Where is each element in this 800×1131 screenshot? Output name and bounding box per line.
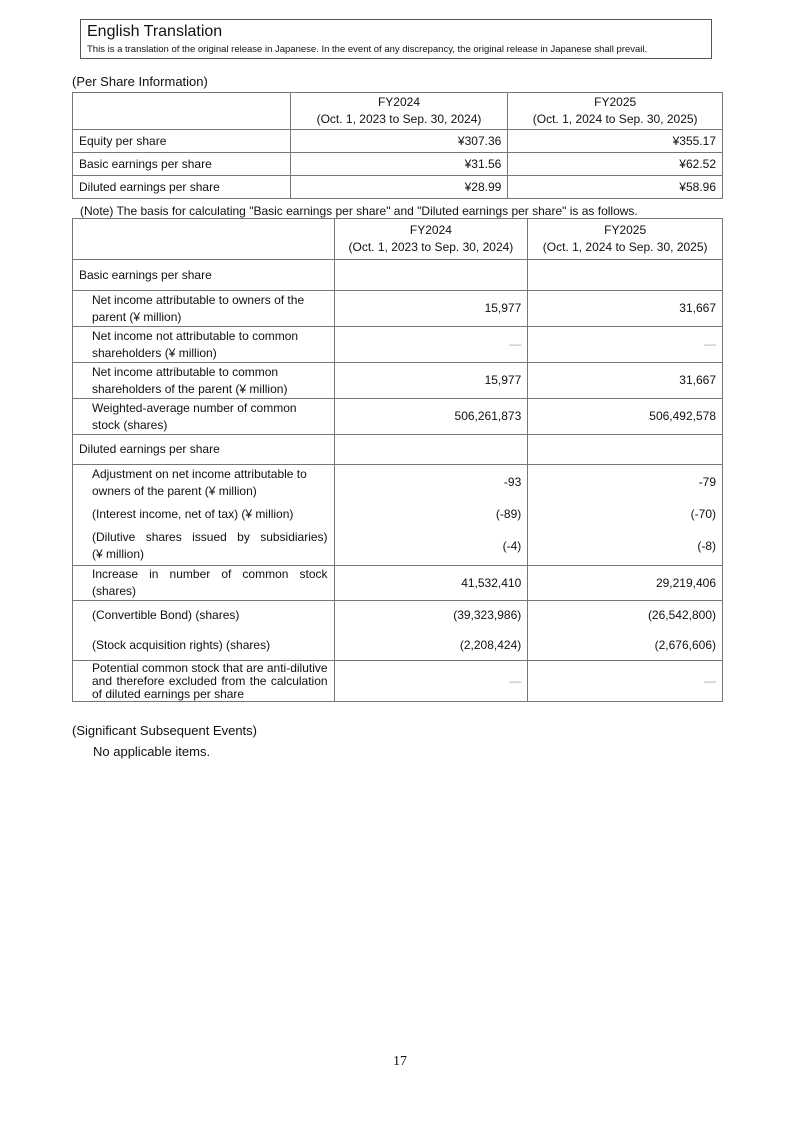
cell-fy2025: ¥58.96 — [508, 176, 723, 199]
column-fy: FY2025 — [594, 95, 637, 109]
row-label: Net income attributable to owners of the parent (¥ million) — [73, 291, 335, 327]
cell-fy2025: 29,219,406 — [528, 566, 723, 601]
row-label: (Stock acquisition rights) (shares) — [73, 631, 335, 661]
table-row — [73, 291, 723, 327]
cell-fy2024: (39,323,986) — [334, 601, 528, 631]
translation-banner — [80, 19, 712, 59]
column-fy: FY2024 — [377, 95, 420, 109]
section-row-basic — [73, 260, 723, 291]
cell-fy2024: — — [334, 661, 528, 702]
cell-fy2024: (2,208,424) — [334, 631, 528, 661]
row-label: Increase in number of common stock — [92, 567, 328, 581]
section-row-diluted — [73, 435, 723, 465]
cell-fy2025: 506,492,578 — [528, 399, 723, 435]
subsequent-events-title: (Significant Subsequent Events) — [72, 723, 257, 738]
cell-fy2025: — — [528, 661, 723, 702]
cell-fy2024: 506,261,873 — [334, 399, 528, 435]
banner-subtitle: This is a translation of the original release in Japanese. In the event of any discrepancy, the original release in Japanese shall prevail. — [87, 44, 648, 55]
table-row — [73, 153, 723, 176]
cell-fy2025: — — [528, 327, 723, 363]
cell-fy2024: ¥307.36 — [290, 130, 508, 153]
cell-fy2025: (-8) — [528, 528, 723, 566]
cell-fy2025: 31,667 — [528, 291, 723, 327]
column-fy: FY2024 — [409, 223, 452, 237]
cell-fy2024: -93 — [334, 465, 528, 501]
row-label: Basic earnings per share — [73, 153, 291, 176]
cell-fy2025: (26,542,800) — [528, 601, 723, 631]
column-period: (Oct. 1, 2023 to Sep. 30, 2024) — [316, 112, 482, 126]
table-row — [73, 566, 723, 601]
table-row — [73, 363, 723, 399]
row-label: Net income not attributable to common shareholders (¥ million) — [73, 327, 335, 363]
row-label: Potential common stock that are anti-dilutive and therefore excluded from the calculation of diluted earnings per share — [73, 661, 335, 702]
row-label: Weighted-average number of common stock (shares) — [73, 399, 335, 435]
table-row — [73, 465, 723, 501]
column-period: (Oct. 1, 2024 to Sep. 30, 2025) — [532, 112, 698, 126]
cell-fy2024: 15,977 — [334, 291, 528, 327]
row-label-cont: (¥ million) — [92, 547, 145, 562]
row-label: Equity per share — [73, 130, 291, 153]
eps-basis-table — [72, 218, 723, 702]
cell-fy2025: (2,676,606) — [528, 631, 723, 661]
table-row — [73, 631, 723, 661]
cell-fy2025: ¥355.17 — [508, 130, 723, 153]
cell-fy2024: 15,977 — [334, 363, 528, 399]
table-header-row — [73, 219, 723, 260]
row-label: Net income attributable to common shareholders of the parent (¥ million) — [73, 363, 335, 399]
per-share-section-title: (Per Share Information) — [72, 74, 208, 89]
page-number: 17 — [393, 1054, 407, 1069]
section-heading: Diluted earnings per share — [73, 435, 335, 465]
subsequent-events-body: No applicable items. — [93, 744, 211, 759]
column-period: (Oct. 1, 2023 to Sep. 30, 2024) — [348, 240, 514, 254]
cell-fy2024: ¥28.99 — [290, 176, 508, 199]
table-row — [73, 130, 723, 153]
cell-fy2025: ¥62.52 — [508, 153, 723, 176]
banner-title: English Translation — [87, 23, 223, 40]
row-label: (Dilutive shares issued by subsidiaries) — [92, 530, 328, 545]
cell-fy2024: 41,532,410 — [334, 566, 528, 601]
table-row — [73, 176, 723, 199]
cell-fy2024: (-4) — [334, 528, 528, 566]
table-row — [73, 327, 723, 363]
cell-fy2024: (-89) — [334, 501, 528, 528]
cell-fy2025: -79 — [528, 465, 723, 501]
section-heading: Basic earnings per share — [73, 260, 335, 291]
row-label: Diluted earnings per share — [73, 176, 291, 199]
cell-fy2025: (-70) — [528, 501, 723, 528]
column-fy: FY2025 — [604, 223, 647, 237]
table-row — [73, 601, 723, 631]
table-row — [73, 399, 723, 435]
cell-fy2025: 31,667 — [528, 363, 723, 399]
cell-fy2024: ¥31.56 — [290, 153, 508, 176]
table-header-row — [73, 93, 723, 130]
table-row — [73, 528, 723, 566]
cell-fy2024: — — [334, 327, 528, 363]
table-row — [73, 661, 723, 702]
row-label: (Convertible Bond) (shares) — [73, 601, 335, 631]
row-label-cont: (shares) — [92, 584, 137, 598]
per-share-table — [72, 92, 723, 199]
column-period: (Oct. 1, 2024 to Sep. 30, 2025) — [542, 240, 708, 254]
table-row — [73, 501, 723, 528]
row-label: Adjustment on net income attributable to owners of the parent (¥ million) — [73, 465, 335, 501]
row-label: (Interest income, net of tax) (¥ million) — [73, 501, 335, 528]
note-text: (Note) The basis for calculating "Basic earnings per share" and "Diluted earnings per share" is as follows. — [80, 204, 638, 218]
